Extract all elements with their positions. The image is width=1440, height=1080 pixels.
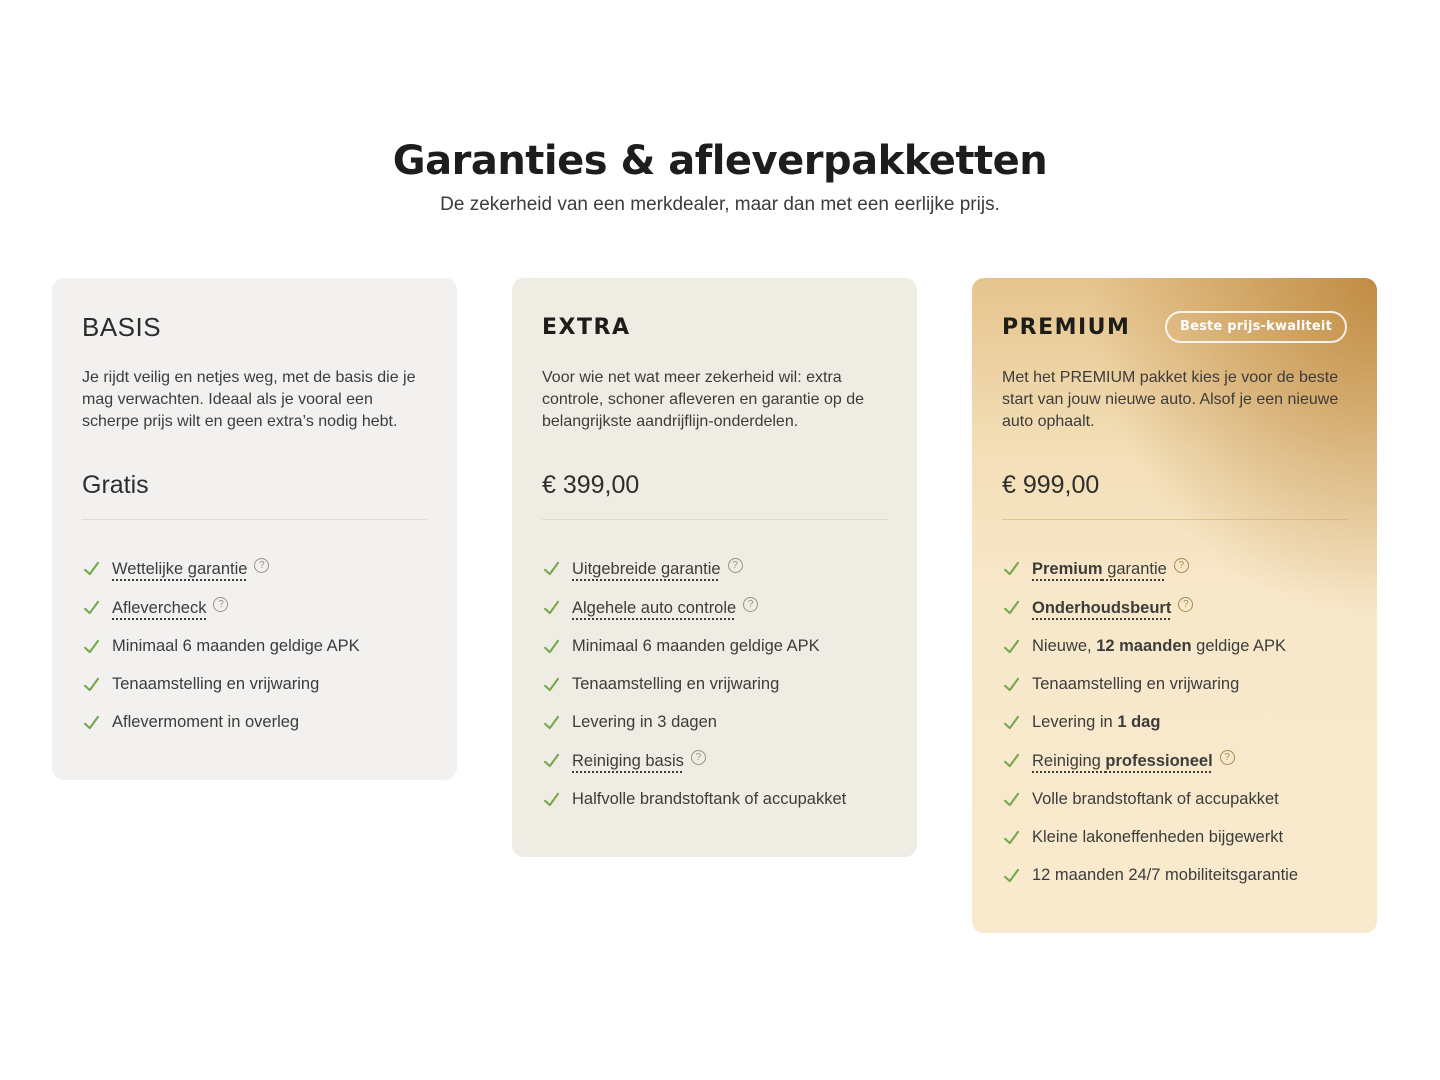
divider — [82, 519, 427, 520]
feature-item — [542, 712, 887, 733]
feature-term-link[interactable]: Reiniging basis — [572, 752, 684, 770]
feature-item — [1002, 789, 1347, 810]
check-icon — [1002, 751, 1021, 770]
feature-item — [82, 597, 427, 619]
feature-label: Levering in 3 dagen — [572, 713, 717, 731]
check-icon — [542, 790, 561, 809]
check-icon — [542, 559, 561, 578]
divider — [542, 519, 887, 520]
page-subtitle: De zekerheid van een merkdealer, maar dan met een eerlijke prijs. — [440, 194, 1000, 215]
feature-term-link[interactable]: Onderhoudsbeurt — [1032, 599, 1172, 617]
best-value-badge: Beste prijs-kwaliteit — [1165, 311, 1347, 343]
package-title: PREMIUM — [1002, 314, 1131, 340]
feature-list — [542, 558, 887, 810]
check-icon — [542, 675, 561, 694]
feature-label: Kleine lakoneffenheden bijgewerkt — [1032, 828, 1284, 846]
feature-term-link[interactable]: Premium garantie — [1032, 560, 1167, 578]
feature-term-link[interactable]: Wettelijke garantie — [112, 560, 248, 578]
question-mark-icon[interactable]: ? — [728, 558, 743, 573]
feature-item — [1002, 865, 1347, 886]
feature-label — [572, 750, 706, 772]
package-price: Gratis — [82, 471, 149, 499]
feature-label: Tenaamstelling en vrijwaring — [572, 675, 780, 693]
page-header — [0, 0, 1440, 216]
check-icon — [82, 713, 101, 732]
divider — [1002, 519, 1347, 520]
check-icon — [1002, 637, 1021, 656]
check-icon — [1002, 559, 1021, 578]
feature-label — [1032, 558, 1189, 580]
feature-label: Minimaal 6 maanden geldige APK — [572, 637, 820, 655]
check-icon — [542, 637, 561, 656]
check-icon — [1002, 790, 1021, 809]
feature-item — [542, 558, 887, 580]
feature-item — [82, 674, 427, 695]
question-mark-icon[interactable]: ? — [1174, 558, 1189, 573]
card-header — [1002, 309, 1347, 345]
feature-item — [1002, 636, 1347, 657]
check-icon — [542, 598, 561, 617]
check-icon — [1002, 598, 1021, 617]
check-icon — [1002, 675, 1021, 694]
feature-label: Aflevermoment in overleg — [112, 713, 300, 731]
feature-item — [542, 674, 887, 695]
feature-list — [82, 558, 427, 733]
feature-item — [1002, 674, 1347, 695]
question-mark-icon[interactable]: ? — [743, 597, 758, 612]
feature-item — [542, 750, 887, 772]
package-card-basis — [52, 278, 457, 780]
feature-label: Volle brandstoftank of accupakket — [1032, 790, 1279, 808]
feature-label — [1032, 597, 1193, 619]
feature-label: 12 maanden 24/7 mobiliteitsgarantie — [1032, 866, 1299, 884]
check-icon — [82, 598, 101, 617]
feature-item — [1002, 712, 1347, 733]
feature-label: Halfvolle brandstoftank of accupakket — [572, 790, 847, 808]
check-icon — [542, 713, 561, 732]
check-icon — [1002, 713, 1021, 732]
feature-label: Minimaal 6 maanden geldige APK — [112, 637, 360, 655]
feature-item — [82, 558, 427, 580]
check-icon — [82, 559, 101, 578]
package-description: Met het PREMIUM pakket kies je voor de beste start van jouw nieuwe auto. Alsof je een nieuwe auto ophaalt. — [1002, 369, 1339, 430]
feature-label: Levering in 1 dag — [1032, 713, 1161, 731]
check-icon — [82, 675, 101, 694]
card-header — [82, 309, 427, 345]
package-description: Voor wie net wat meer zekerheid wil: extra controle, schoner afleveren en garantie op de belangrijkste aandrijflijn-onderdelen. — [542, 369, 864, 430]
feature-label — [572, 597, 758, 619]
feature-item — [82, 636, 427, 657]
feature-label — [112, 597, 228, 619]
question-mark-icon[interactable]: ? — [254, 558, 269, 573]
question-mark-icon[interactable]: ? — [691, 750, 706, 765]
package-price: € 999,00 — [1002, 471, 1100, 499]
card-header — [542, 309, 887, 345]
feature-item — [1002, 597, 1347, 619]
feature-label: Tenaamstelling en vrijwaring — [112, 675, 320, 693]
package-description: Je rijdt veilig en netjes weg, met de basis die je mag verwachten. Ideaal als je vooral een scherpe prijs wilt en geen extra’s nodig hebt. — [82, 369, 416, 430]
feature-term-link[interactable]: Algehele auto controle — [572, 599, 737, 617]
feature-item — [542, 789, 887, 810]
page-title: Garanties & afleverpakketten — [392, 138, 1048, 184]
feature-item — [82, 712, 427, 733]
check-icon — [542, 751, 561, 770]
feature-list — [1002, 558, 1347, 886]
package-title: EXTRA — [542, 314, 631, 340]
feature-item — [1002, 750, 1347, 772]
feature-label — [1032, 750, 1235, 772]
question-mark-icon[interactable]: ? — [1220, 750, 1235, 765]
feature-term-link[interactable]: Reiniging professioneel — [1032, 752, 1213, 770]
feature-item — [1002, 558, 1347, 580]
package-card-premium — [972, 278, 1377, 933]
check-icon — [82, 637, 101, 656]
feature-label: Tenaamstelling en vrijwaring — [1032, 675, 1240, 693]
package-card-extra — [512, 278, 917, 857]
package-cards — [52, 278, 1377, 933]
feature-item — [542, 636, 887, 657]
package-title: BASIS — [82, 311, 162, 342]
feature-label: Nieuwe, 12 maanden geldige APK — [1032, 637, 1287, 655]
feature-label — [112, 558, 269, 580]
feature-label — [572, 558, 743, 580]
question-mark-icon[interactable]: ? — [1178, 597, 1193, 612]
package-price: € 399,00 — [542, 471, 640, 499]
question-mark-icon[interactable]: ? — [213, 597, 228, 612]
feature-term-link[interactable]: Uitgebreide garantie — [572, 560, 721, 578]
feature-item — [542, 597, 887, 619]
check-icon — [1002, 828, 1021, 847]
feature-term-link[interactable]: Aflevercheck — [112, 599, 207, 617]
feature-item — [1002, 827, 1347, 848]
check-icon — [1002, 866, 1021, 885]
